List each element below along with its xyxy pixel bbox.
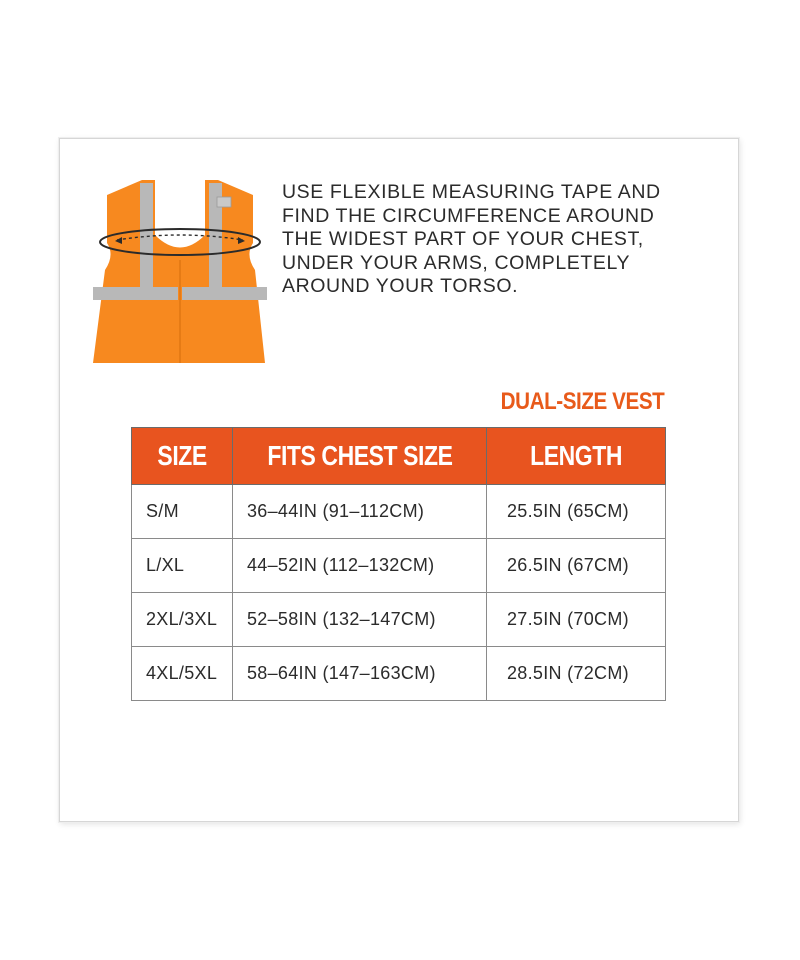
header-length: LENGTH xyxy=(487,428,666,485)
header-fits-chest-size: FITS CHEST SIZE xyxy=(233,428,487,485)
instruction-line: AROUND YOUR TORSO. xyxy=(282,275,519,297)
measuring-instructions xyxy=(282,181,722,299)
dual-size-vest-heading: DUAL-SIZE VEST xyxy=(500,388,664,415)
table-row xyxy=(132,647,666,701)
left-reflective-stripe xyxy=(140,183,153,298)
instruction-line: USE FLEXIBLE MEASURING TAPE AND xyxy=(282,181,661,203)
chest-cell: 36–44IN (91–112CM) xyxy=(233,485,487,539)
instruction-line: FIND THE CIRCUMFERENCE AROUND xyxy=(282,204,655,227)
header-size: SIZE xyxy=(132,428,233,485)
chest-pocket xyxy=(217,197,231,207)
length-cell: 26.5IN (67CM) xyxy=(487,539,666,593)
table-row xyxy=(132,539,666,593)
size-chart-table xyxy=(131,427,666,701)
length-cell: 28.5IN (72CM) xyxy=(487,647,666,701)
waist-reflective-band-right xyxy=(182,287,267,300)
instruction-line: THE WIDEST PART OF YOUR CHEST, xyxy=(282,228,644,250)
table-row xyxy=(132,485,666,539)
waist-reflective-band xyxy=(93,287,178,300)
size-cell: S/M xyxy=(132,485,233,539)
length-cell: 27.5IN (70CM) xyxy=(487,593,666,647)
instruction-line: UNDER YOUR ARMS, COMPLETELY xyxy=(282,251,631,274)
size-cell: 4XL/5XL xyxy=(132,647,233,701)
length-cell: 25.5IN (65CM) xyxy=(487,485,666,539)
chest-cell: 44–52IN (112–132CM) xyxy=(233,539,487,593)
table-row xyxy=(132,593,666,647)
table-header-row xyxy=(132,428,666,485)
vest-body xyxy=(93,180,265,363)
size-cell: 2XL/3XL xyxy=(132,593,233,647)
size-cell: L/XL xyxy=(132,539,233,593)
chest-cell: 58–64IN (147–163CM) xyxy=(233,647,487,701)
chest-cell: 52–58IN (132–147CM) xyxy=(233,593,487,647)
safety-vest-illustration xyxy=(85,175,275,365)
